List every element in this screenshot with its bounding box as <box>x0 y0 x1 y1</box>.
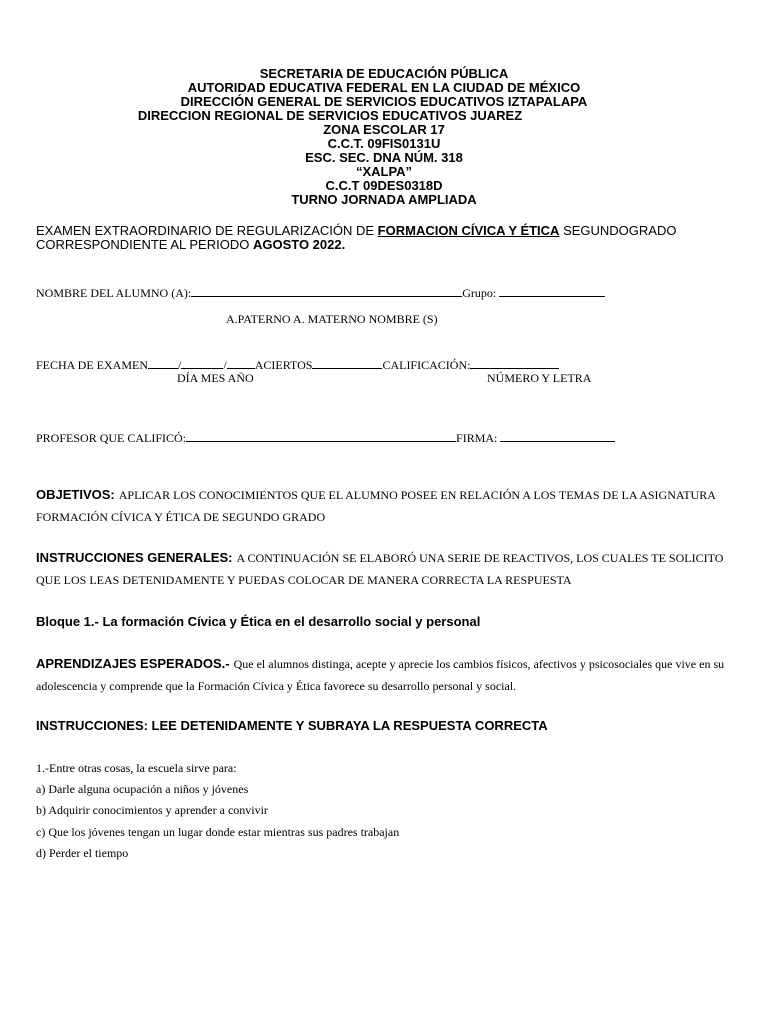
exam-prefix: EXAMEN EXTRAORDINARIO DE REGULARIZACIÓN DE <box>36 223 378 238</box>
header-line-authority: AUTORIDAD EDUCATIVA FEDERAL EN LA CIUDAD DE MÉXICO <box>187 80 581 95</box>
instructions-title: INSTRUCCIONES: LEE DETENIDAMENTE Y SUBRAYA LA RESPUESTA CORRECTA <box>36 718 548 733</box>
hits-label: ACIERTOS <box>254 358 313 372</box>
header-line-regional: DIRECCION REGIONAL DE SERVICIOS EDUCATIVOS JUAREZ <box>137 108 523 123</box>
exam-period: AGOSTO 2022. <box>252 237 346 252</box>
date-day-field[interactable] <box>148 356 178 369</box>
grade-hint: NÚMERO Y LETRA <box>487 371 592 385</box>
header-line-shift: TURNO JORNADA AMPLIADA <box>291 192 477 207</box>
option-d[interactable]: d) Perder el tiempo <box>36 846 129 860</box>
expected-label: APRENDIZAJES ESPERADOS.- <box>36 656 230 671</box>
header-line-cct2: C.C.T 09DES0318D <box>325 178 443 193</box>
teacher-field[interactable] <box>186 429 456 442</box>
date-month-field[interactable] <box>181 356 223 369</box>
header-line-xalpa: “XALPA” <box>355 164 413 179</box>
header-line-sep: SECRETARIA DE EDUCACIÓN PÚBLICA <box>259 66 509 81</box>
group-field[interactable] <box>499 284 605 297</box>
teacher-label: PROFESOR QUE CALIFICÓ: <box>36 431 187 445</box>
general-instructions-text: A CONTINUACIÓN SE ELABORÓ UNA SERIE DE REACTIVOS, LOS CUALES TE SOLICITO QUE LOS LEAS DETENIDAMENTE Y PUEDAS COLOCAR DE MANERA CORRECTA LA RESPUESTA <box>36 551 724 587</box>
general-instructions-label: INSTRUCCIONES GENERALES: <box>36 550 233 565</box>
exam-suffix: SEGUNDOGRADO <box>559 223 677 238</box>
grade-field[interactable] <box>470 356 559 369</box>
header-line-cct1: C.C.T. 09FIS0131U <box>327 136 441 151</box>
student-label: NOMBRE DEL ALUMNO (A): <box>36 286 192 300</box>
date-year-field[interactable] <box>227 356 255 369</box>
date-slash-2: / <box>223 358 227 372</box>
group-label: Grupo: <box>462 286 497 300</box>
exam-subject: FORMACION CÍVICA Y ÉTICA <box>377 223 560 238</box>
general-instructions-paragraph <box>36 547 736 591</box>
header-line-direction: DIRECCIÓN GENERAL DE SERVICIOS EDUCATIVOS IZTAPALAPA <box>180 94 588 109</box>
objectives-paragraph <box>36 484 736 528</box>
expected-text: Que el alumnos distinga, acepte y aprecie los cambios físicos, afectivos y psicosociales que vive en su adolescencia y comprende que la Formación Cívica y Ética favorece su desarrollo personal y social. <box>36 657 725 693</box>
student-name-field[interactable] <box>191 284 462 297</box>
date-row <box>36 356 559 373</box>
objectives-text: APLICAR LOS CONOCIMIENTOS QUE EL ALUMNO POSEE EN RELACIÓN A LOS TEMAS DE LA ASIGNATURA FORMACIÓN CÍVICA Y ÉTICA DE SEGUNDO GRADO <box>36 488 716 524</box>
header-line-school: ESC. SEC. DNA NÚM. 318 <box>305 150 463 165</box>
question-text: 1.-Entre otras cosas, la escuela sirve para: <box>36 761 237 775</box>
signature-field[interactable] <box>500 429 615 442</box>
exam-title-line1 <box>36 224 676 238</box>
name-hint: A.PATERNO A. MATERNO NOMBRE (S) <box>226 312 438 326</box>
block-title: Bloque 1.- La formación Cívica y Ética en el desarrollo social y personal <box>36 614 481 629</box>
option-b[interactable]: b) Adquirir conocimientos y aprender a convivir <box>36 803 268 817</box>
signature-label: FIRMA: <box>456 431 498 445</box>
student-row <box>36 284 605 301</box>
exam-title-line2 <box>36 238 345 252</box>
teacher-row <box>36 429 615 446</box>
objectives-label: OBJETIVOS: <box>36 487 115 502</box>
hits-field[interactable] <box>312 356 382 369</box>
date-slash-1: / <box>178 358 182 372</box>
header-line-zone: ZONA ESCOLAR 17 <box>323 122 445 137</box>
option-a[interactable]: a) Darle alguna ocupación a niños y jóvenes <box>36 782 249 796</box>
exam-period-prefix: CORRESPONDIENTE AL PERIODO <box>36 237 253 252</box>
option-c[interactable]: c) Que los jóvenes tengan un lugar donde estar mientras sus padres trabajan <box>36 825 400 839</box>
expected-paragraph <box>36 653 736 697</box>
date-label: FECHA DE EXAMEN <box>36 358 149 372</box>
date-hint: DÍA MES AÑO <box>177 371 254 385</box>
grade-label: CALIFICACIÓN: <box>382 358 471 372</box>
